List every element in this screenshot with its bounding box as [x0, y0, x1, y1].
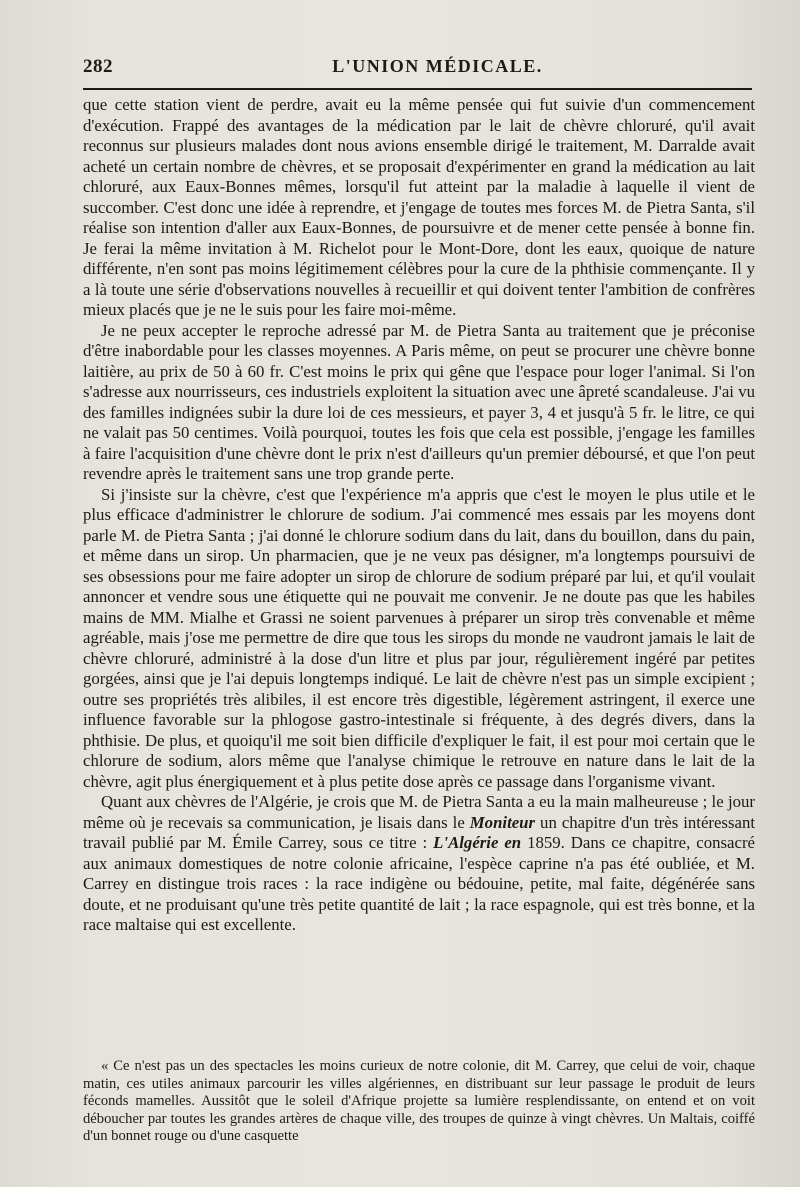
book-title: L'Algérie en — [433, 833, 522, 852]
paragraph-2: Je ne peux accepter le reproche adressé par M. de Pietra Santa au traitement que je préconise d'être inabordable pour les classes moyennes. A Paris même, on peut se procurer une chèvre bonne laitière, au prix de 50 à 60 fr. C'est moins le prix qui gêne que l'espace pour loger l'animal. Si l'on s'adresse aux nourrisseurs, ces industriels exploitent la situation avec une âpreté scandaleuse. J'ai vu des familles indignées subir la dure loi de ces messieurs, et payer 3, 4 et jusqu'à 5 fr. le litre, ce qui ne valait pas 50 centimes. Voilà pourquoi, toutes les fois que cela est possible, j'engage les familles à faire l'acquisition d'une chèvre dont le prix n'est d'ailleurs qu'un premier déboursé, et que l'on peut revendre après le traitement sans une trop grande perte. — [83, 320, 755, 483]
paragraph-4-part-c: 1859. Dans ce chapitre, consacré aux animaux domestiques de notre colonie africaine, l'espèce caprine n'a pas été oubliée, et M. Carrey en distingue trois races : la race indigène ou bédouine, petite, mal faite, dégénérée sans doute, et ne produisant qu'une très petite quantité de lait ; la race espagnole, qui est très bonne, et la race maltaise qui est excellente. — [83, 833, 755, 934]
page-header — [83, 56, 752, 84]
paragraph-1: que cette station vient de perdre, avait eu la même pensée qui fut suivie d'un commencement d'exécution. Frappé des avantages de la médication par le lait de chèvre chloruré, qu'il avait reconnus sur plusieurs malades dont nous avions ensemble dirigé le traitement, M. Darralde avait acheté un certain nombre de chèvres, et se proposait d'expérimenter en grand la médication au lait chloruré, aux Eaux-Bonnes mêmes, lorsqu'il fut atteint par la maladie à laquelle il vient de succomber. C'est donc une idée à reprendre, et j'engage de toutes mes forces M. de Pietra Santa, s'il réalise son intention d'aller aux Eaux-Bonnes, de poursuivre et de mener cette pensée à bonne fin. Je ferai la même invitation à M. Richelot pour le Mont-Dore, dont les eaux, quoique de nature différente, n'en sont pas moins légitimement célèbres pour la cure de la phthisie commençante. Il y a là toute une série d'observations nouvelles à recueillir et qui doivent tenter l'ambition de confrères mieux placés que je ne le suis pour les faire moi-même. — [83, 95, 755, 319]
body-text — [83, 95, 755, 936]
footnote-text: « Ce n'est pas un des spectacles les moins curieux de notre colonie, dit M. Carrey, que celui de voir, chaque matin, ces utiles animaux parcourir les villes algériennes, en distribuant sur leur passage le produit de leurs féconds mamelles. Aussitôt que le soleil d'Afrique projette sa lumière resplendissante, on entend et on voit déboucher par toutes les grandes artères de chaque ville, des troupes de quinze à vingt chèvres. Un Maltais, coiffé d'un bonnet rouge ou d'une casquette — [83, 1058, 755, 1144]
page-number: 282 — [83, 56, 113, 77]
footnote — [83, 1058, 755, 1146]
header-rule — [83, 88, 752, 90]
paragraph-4-part-b: un chapitre d'un très intéressant travail publié par M. Émile Carrey, sous ce titre : — [83, 812, 755, 852]
paragraph-4-part-a: Quant aux chèvres de l'Algérie, je crois que M. de Pietra Santa a eu la main malheureuse ; le jour même où je recevais sa communication, je lisais dans le — [83, 792, 755, 832]
paragraph-3: Si j'insiste sur la chèvre, c'est que l'expérience m'a appris que c'est le moyen le plus utile et le plus efficace d'administrer le chlorure de sodium. J'ai commencé mes essais par les moyens dont parle M. de Pietra Santa ; j'ai donné le chlorure sodium dans du lait, dans du bouillon, dans du pain, et même dans un sirop. Un pharmacien, que je ne veux pas désigner, m'a longtemps poursuivi de ses obsessions pour me faire adopter un sirop de chlorure de sodium préparé par lui, et qu'il voulait annoncer et vendre sous une étiquette qui ne pouvait me convenir. Je ne doute pas que les habiles mains de MM. Mialhe et Grassi ne soient parvenues à préparer un sirop très convenable et même agréable, mais j'ose me permettre de dire que tous les sirops du monde ne vaudront jamais le lait de chèvre chloruré, administré à la dose d'un litre et plus par jour, régulièrement ingéré par petites gorgées, ainsi que je l'ai depuis longtemps indiqué. Le lait de chèvre n'est pas un simple excipient ; outre ses propriétés très alibiles, il est encore très digestible, légèrement astringent, il exerce une influence favorable sur la phlogose gastro-intestinale si fréquente, à des degrés divers, dans la phthisie. De plus, et quoiqu'il me soit bien difficile d'expliquer le fait, il est pour moi certain que le chlorure de sodium, alors même que l'analyse chimique le retrouve en nature dans le lait de la chèvre, agit plus énergiquement et à plus petite dose après ce passage dans l'organisme vivant. — [83, 484, 755, 791]
paragraph-4 — [83, 792, 755, 936]
running-title: L'UNION MÉDICALE. — [332, 56, 543, 76]
moniteur-title: Moniteur — [469, 812, 536, 832]
